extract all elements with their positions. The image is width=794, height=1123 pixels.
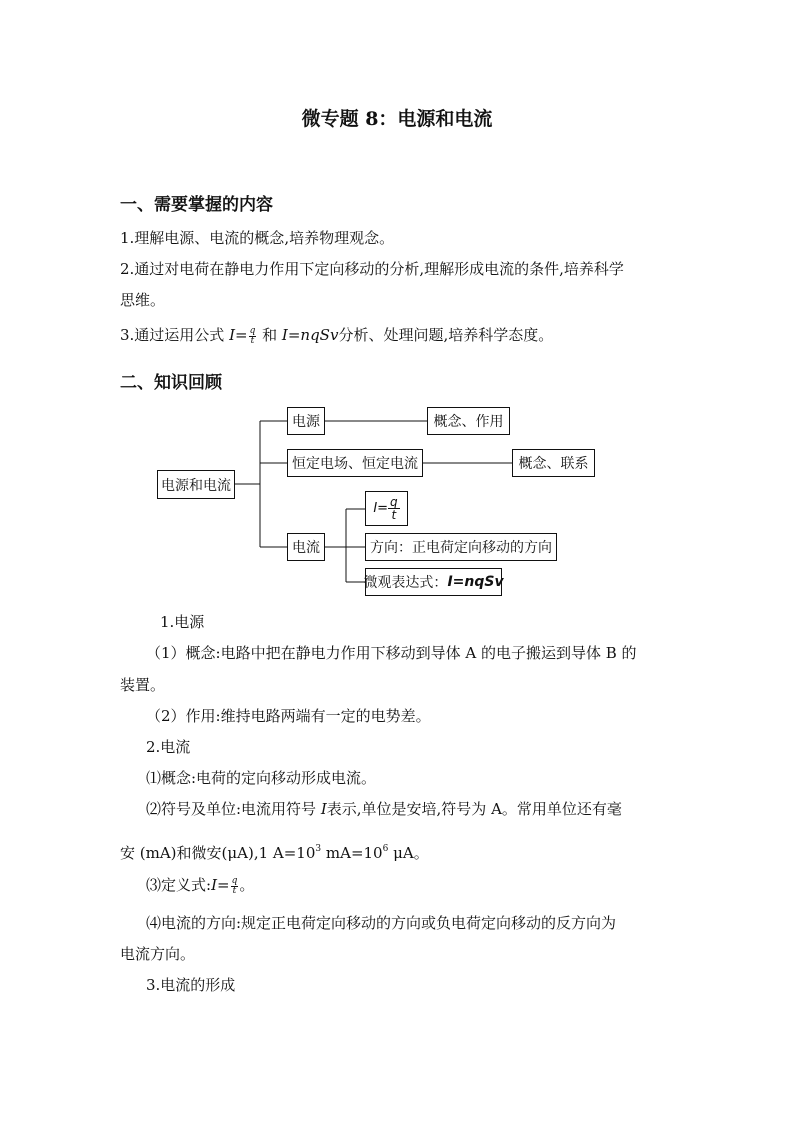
section-heading-2: 二、知识回顾 bbox=[120, 373, 222, 393]
fraction-denominator: t bbox=[250, 335, 255, 346]
subsection-formation-title: 3.电流的形成 bbox=[146, 976, 236, 994]
unit-text-c: μA。 bbox=[388, 844, 429, 862]
subsection-source-title: 1.电源 bbox=[160, 613, 205, 631]
diagram-current-micro bbox=[365, 568, 502, 596]
definition-i: I= bbox=[211, 876, 230, 894]
source-function: （2）作用:维持电路两端有一定的电势差。 bbox=[146, 707, 431, 725]
current-symbol-i: I bbox=[320, 800, 327, 818]
diagram-current-definition bbox=[365, 491, 408, 526]
current-concept: ⑴概念:电荷的定向移动形成电流。 bbox=[146, 769, 377, 787]
definition-prefix: ⑶定义式: bbox=[146, 876, 212, 894]
diagram-def-fraction bbox=[388, 496, 400, 521]
unit-text-a: 安 (mA)和微安(μA),1 A=10 bbox=[120, 844, 316, 862]
goal-item-2-line1: 2.通过对电荷在静电力作用下定向移动的分析,理解形成电流的条件,培养科学 bbox=[120, 260, 624, 278]
subsection-current-title: 2.电流 bbox=[146, 738, 191, 756]
formula-nqsv: I=nqSv bbox=[281, 326, 339, 344]
goal-item-1: 1.理解电源、电流的概念,培养物理观念。 bbox=[120, 229, 395, 247]
diagram-micro-label: 微观表达式： bbox=[363, 575, 448, 591]
current-definition-formula bbox=[146, 875, 254, 896]
goal-item-3-and: 和 bbox=[257, 326, 282, 344]
diagram-node-field: 恒定电场、恒定电流 bbox=[287, 449, 423, 477]
goal-item-2-line2: 思维。 bbox=[120, 291, 166, 309]
diagram-node-source-detail: 概念、作用 bbox=[427, 407, 510, 435]
definition-suffix: 。 bbox=[239, 876, 255, 894]
current-symbol-line2 bbox=[120, 843, 429, 863]
source-concept-line1: （1）概念:电路中把在静电力作用下移动到导体 A 的电子搬运到导体 B 的 bbox=[146, 644, 637, 662]
definition-numerator: q bbox=[231, 875, 238, 886]
current-symbol-line1 bbox=[146, 799, 622, 819]
page-title: 微专题 8：电源和电流 bbox=[301, 108, 493, 130]
diagram-def-i: I= bbox=[373, 501, 389, 516]
current-symbol-text-b: 表示,单位是安培,符号为 A。常用单位还有毫 bbox=[326, 800, 622, 818]
diagram-root-box: 电源和电流 bbox=[157, 470, 235, 499]
unit-exponent-3: 3 bbox=[315, 844, 322, 854]
goal-item-3-prefix: 3.通过运用公式 bbox=[120, 326, 230, 344]
current-direction-line1: ⑷电流的方向:规定正电荷定向移动的方向或负电荷定向移动的反方向为 bbox=[146, 914, 617, 932]
current-direction-line2: 电流方向。 bbox=[120, 945, 196, 963]
diagram-node-source: 电源 bbox=[287, 407, 325, 435]
current-symbol-text-a: ⑵符号及单位:电流用符号 bbox=[146, 800, 321, 818]
formula-symbol-i: I bbox=[229, 326, 236, 344]
diagram-def-numerator: q bbox=[390, 495, 398, 509]
unit-text-b: mA=10 bbox=[321, 844, 383, 862]
fraction-numerator: q bbox=[249, 325, 256, 336]
diagram-node-current: 电流 bbox=[287, 533, 325, 561]
formula-equals: = bbox=[235, 326, 248, 344]
definition-fraction bbox=[231, 877, 239, 896]
section-heading-1: 一、需要掌握的内容 bbox=[120, 195, 273, 215]
definition-denominator: t bbox=[232, 885, 237, 896]
diagram-def-denominator: t bbox=[391, 508, 397, 522]
goal-item-3-suffix: 分析、处理问题,培养科学态度。 bbox=[338, 326, 554, 344]
diagram-current-direction: 方向：正电荷定向移动的方向 bbox=[365, 533, 557, 561]
source-concept-line2: 装置。 bbox=[120, 676, 166, 694]
diagram-micro-formula: I=nqSv bbox=[447, 574, 504, 590]
unit-exponent-6: 6 bbox=[382, 844, 389, 854]
diagram-node-field-detail: 概念、联系 bbox=[512, 449, 595, 477]
